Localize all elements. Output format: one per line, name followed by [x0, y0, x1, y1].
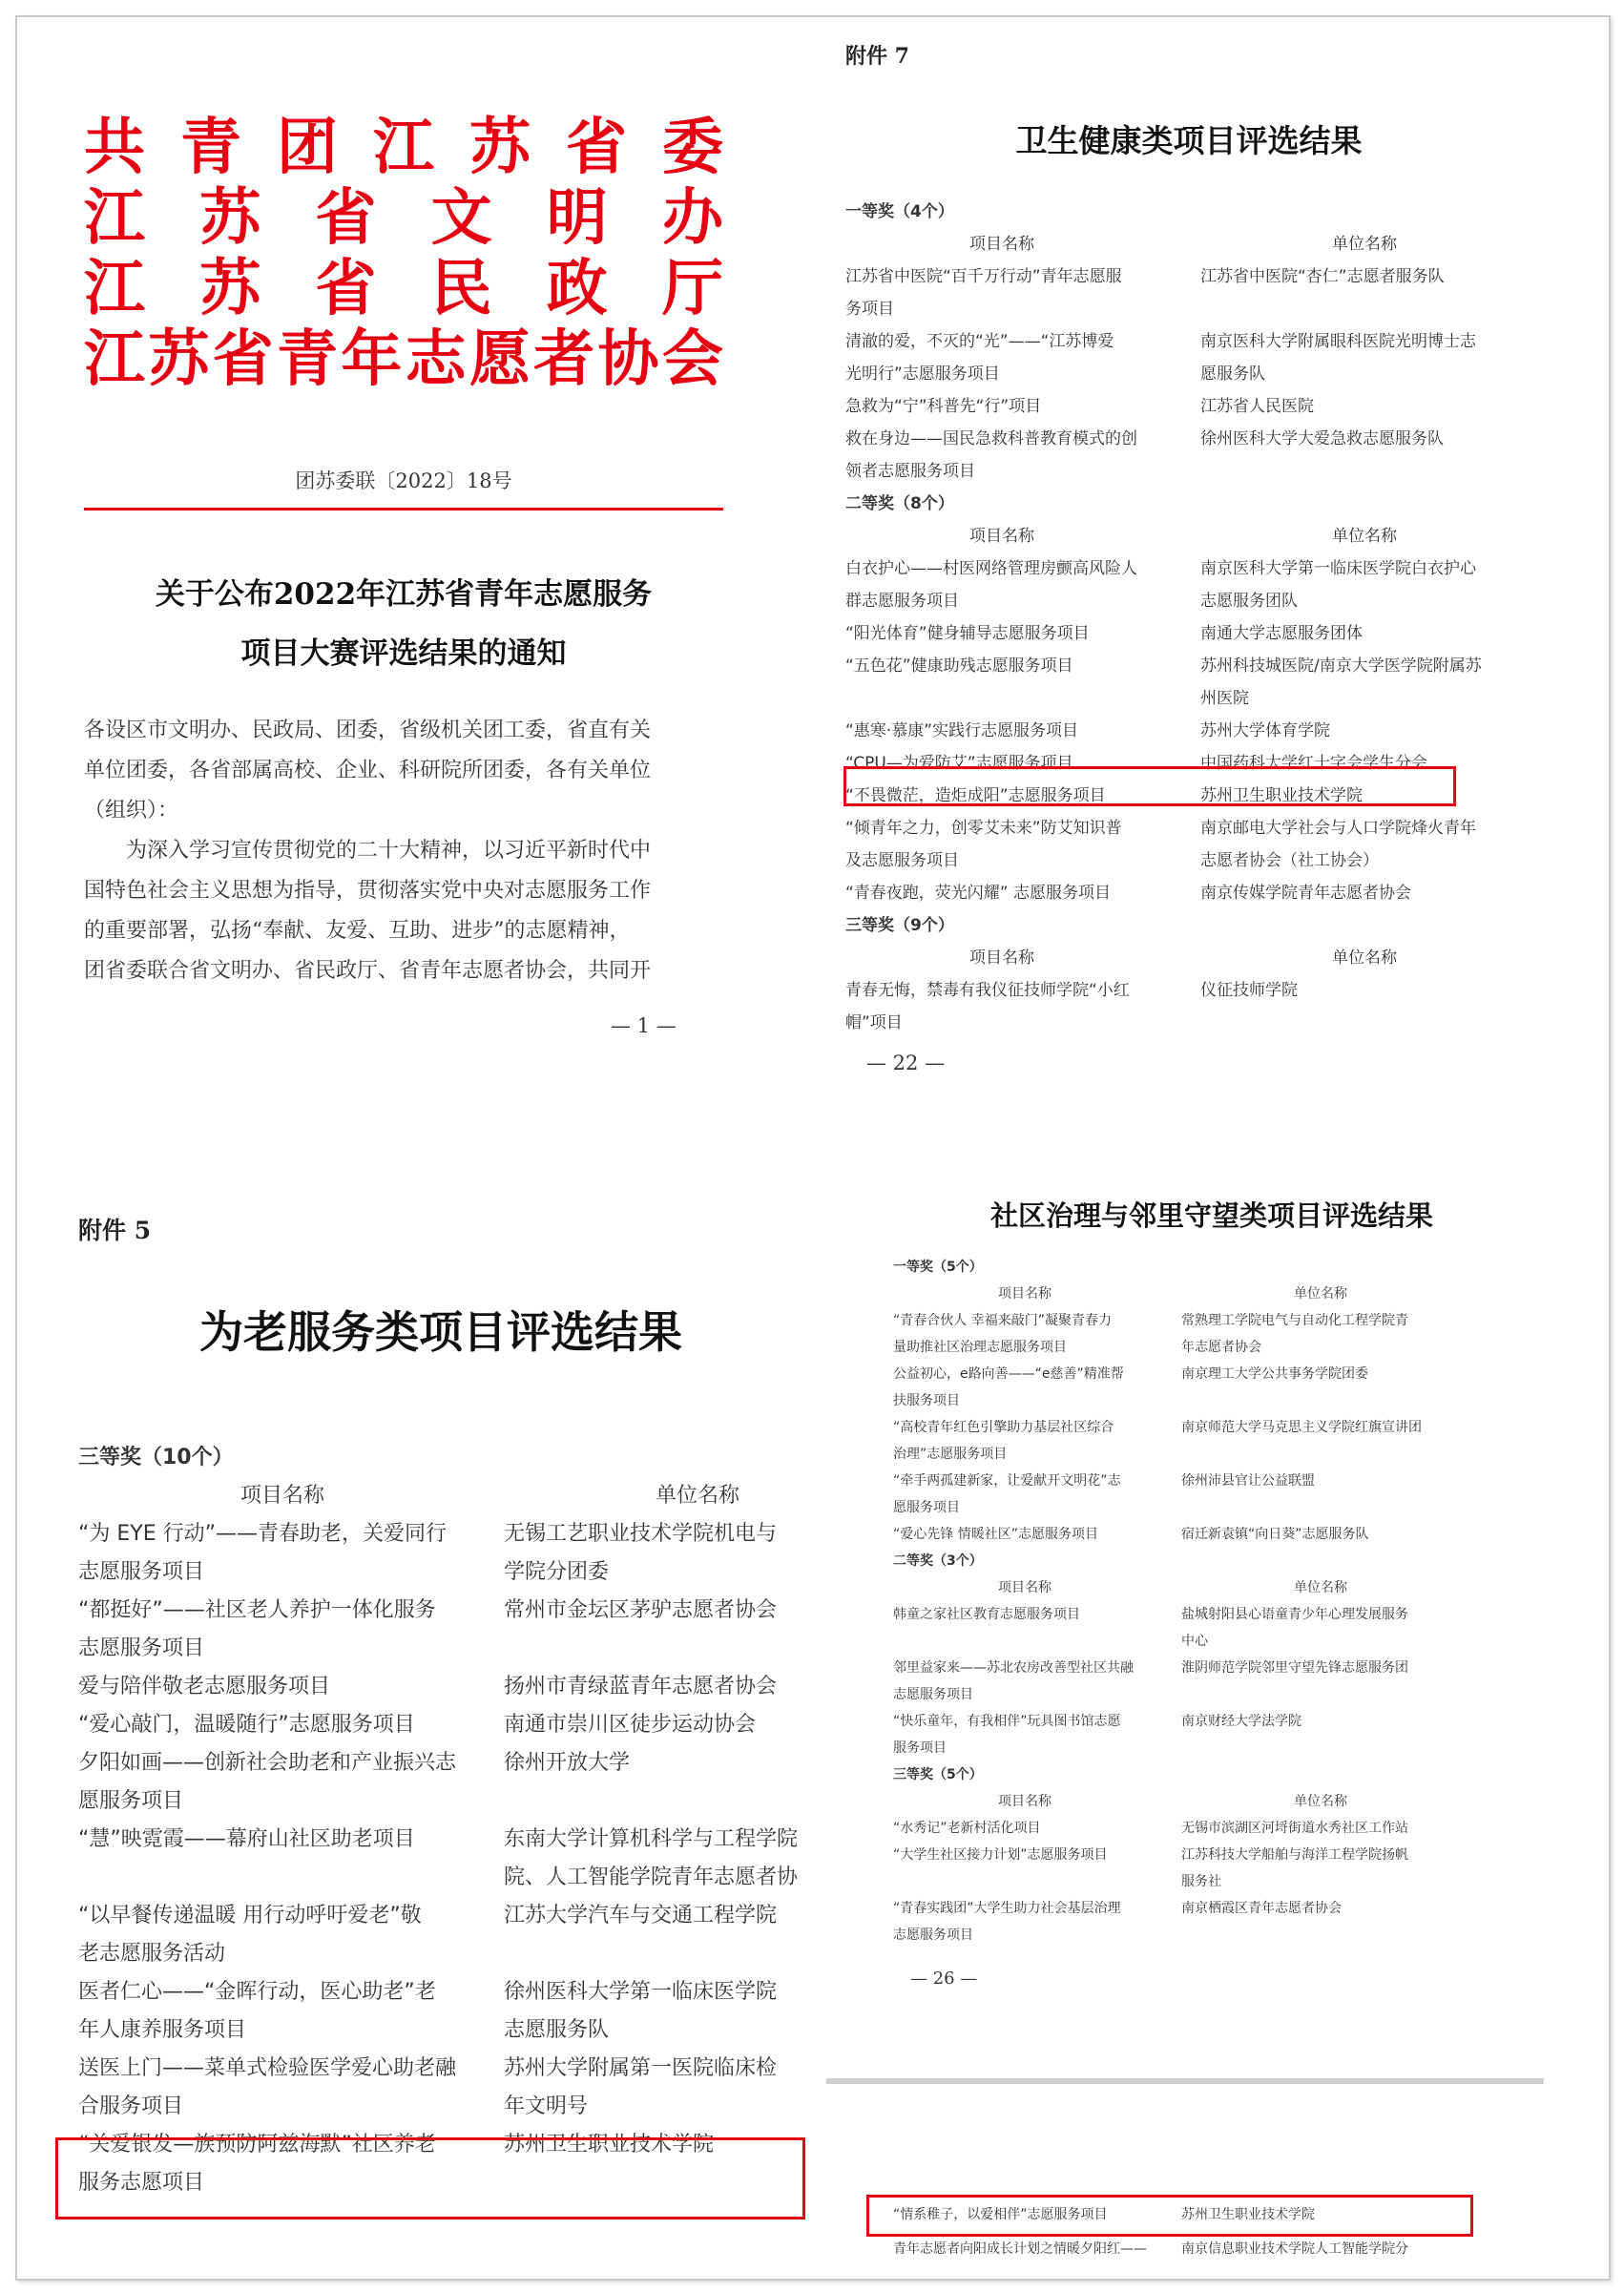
project-name-line: 志愿服务项目	[893, 1927, 973, 1943]
col-project-label: 项目名称	[240, 1484, 325, 1508]
project-name-line: 帽”项目	[845, 1013, 903, 1032]
unit-name	[1200, 974, 1298, 1007]
column-header	[845, 228, 1551, 260]
unit-name-line: 州医院	[1200, 689, 1249, 708]
project-name-line: 扶服务项目	[893, 1393, 960, 1408]
unit-name	[504, 1744, 630, 1782]
project-name-line: 愿服务项目	[78, 1789, 184, 1813]
project-name	[893, 1842, 1108, 1868]
project-name-line: “不畏微茫，造炬成阳”志愿服务项目	[845, 786, 1106, 805]
unit-name-line: 学院分团委	[504, 1560, 610, 1584]
unit-name-line: 无锡市滨湖区河埒街道水秀社区工作站	[1181, 1821, 1408, 1836]
unit-name-line: 志愿者协会（社工协会）	[1200, 851, 1379, 870]
table-row	[893, 1601, 1561, 1655]
unit-name	[1200, 877, 1411, 909]
table-row	[78, 1706, 803, 1744]
unit-name-line: 苏州科技城医院/南京大学医学院附属苏	[1200, 656, 1482, 676]
unit-name	[1181, 1414, 1422, 1441]
project-name-line: 志愿服务项目	[893, 1687, 973, 1702]
project-name-line: “爱心先锋 情暖社区”志愿服务项目	[893, 1527, 1098, 1542]
unit-name-line: 志愿服务团队	[1200, 592, 1298, 611]
project-name-line: “CPU—为爱防艾”志愿服务项目	[845, 754, 1073, 773]
project-name	[845, 552, 1137, 611]
project-name	[893, 1468, 1121, 1515]
unit-name-line: 苏州卫生职业技术学院	[504, 2133, 715, 2157]
unit-name	[1200, 390, 1314, 423]
project-name	[845, 260, 1122, 319]
col-project-label: 项目名称	[969, 527, 1034, 546]
prize-section-heading: 三等奖（5个）	[893, 1767, 983, 1782]
unit-name-line: 志愿服务队	[504, 2018, 610, 2042]
project-name-line: 志愿服务项目	[78, 1636, 205, 1660]
project-name	[893, 1601, 1080, 1628]
project-name-line: “为 EYE 行动”——青春助老，关爱同行	[78, 1522, 448, 1546]
col-project-label: 项目名称	[969, 948, 1034, 968]
unit-name	[1181, 1655, 1408, 1681]
unit-name-line: 江苏省人民医院	[1200, 397, 1314, 416]
fragment-unit: 苏州卫生职业技术学院	[1181, 2207, 1315, 2222]
col-project-label: 项目名称	[998, 1286, 1051, 1302]
unit-name-line: 南京医科大学第一临床医学院白衣护心	[1200, 559, 1476, 578]
body-line: （组织）：	[84, 799, 179, 823]
prize-section-heading: 二等奖（3个）	[893, 1553, 983, 1569]
unit-name-line: 南京医科大学附属眼科医院光明博士志	[1200, 332, 1476, 351]
unit-name-line: 无锡工艺职业技术学院机电与	[504, 1522, 778, 1546]
col-unit-label: 单位名称	[1294, 1794, 1347, 1809]
table-row	[893, 1708, 1561, 1761]
unit-name-line: 仪征技师学院	[1200, 981, 1298, 1000]
prize-section-heading: 三等奖（9个）	[845, 916, 954, 935]
project-name-line: 合服务项目	[78, 2094, 184, 2118]
col-unit-label: 单位名称	[1294, 1286, 1347, 1302]
unit-name-line: 江苏科技大学船舶与海洋工程学院扬帆	[1181, 1847, 1408, 1863]
project-name-line: 青春无悔，禁毒有我仪征技师学院“小红	[845, 981, 1130, 1000]
unit-name	[504, 1668, 777, 1706]
unit-name-line: 淮阴师范学院邻里守望先锋志愿服务团	[1181, 1660, 1408, 1676]
project-name-line: 群志愿服务项目	[845, 592, 959, 611]
project-name	[845, 617, 1090, 650]
unit-name	[504, 1592, 777, 1630]
table-row	[893, 1468, 1561, 1521]
unit-name	[1181, 1708, 1301, 1735]
unit-name-line: 宿迁新袁镇“向日葵”志愿服务队	[1181, 1527, 1369, 1542]
project-name-line: 送医上门——菜单式检验医学爱心助老融	[78, 2056, 457, 2080]
project-name-line: 光明行”志愿服务项目	[845, 365, 1000, 384]
col-unit-label: 单位名称	[1294, 1580, 1347, 1595]
project-name	[845, 974, 1130, 1032]
table-row	[845, 617, 1551, 650]
table-row	[893, 1815, 1561, 1842]
page-number-1: — 1 —	[611, 1014, 677, 1037]
project-name	[845, 325, 1114, 384]
unit-name-line: 南京栖霞区青年志愿者协会	[1181, 1901, 1342, 1916]
unit-name	[1200, 650, 1482, 708]
project-name-line: “青春夜跑，荧光闪耀” 志愿服务项目	[845, 884, 1112, 903]
project-name-line: “大学生社区接力计划”志愿服务项目	[893, 1847, 1108, 1863]
table-row	[78, 1821, 803, 1897]
unit-name	[1200, 325, 1476, 384]
prize-section-heading: 一等奖（4个）	[845, 202, 954, 221]
unit-name-line: 常熟理工学院电气与自动化工程学院青	[1181, 1313, 1408, 1328]
col-unit-label: 单位名称	[1332, 948, 1397, 968]
table-row	[845, 325, 1551, 390]
project-name	[78, 1973, 436, 2042]
fragment-project: 青年志愿者向阳成长计划之情暖夕阳红——	[893, 2241, 1147, 2257]
unit-name	[1181, 1895, 1342, 1922]
project-name	[893, 1895, 1121, 1943]
table-row	[78, 1515, 803, 1592]
project-name	[78, 2050, 457, 2118]
col-project-label: 项目名称	[998, 1580, 1051, 1595]
project-name-line: 医者仁心——“金晖行动，医心助老”老	[78, 1980, 436, 2004]
unit-name-line: 愿服务队	[1200, 365, 1265, 384]
unit-name	[504, 1706, 756, 1744]
column-header	[845, 520, 1551, 552]
project-name	[893, 1361, 1124, 1408]
unit-name-line: 中心	[1181, 1634, 1208, 1649]
body-line: 各设区市文明办、民政局、团委，省级机关团工委，省直有关	[84, 719, 652, 742]
prize-section-heading: 二等奖（8个）	[845, 494, 954, 513]
project-name-line: 夕阳如画——创新社会助老和产业振兴志	[78, 1751, 457, 1775]
unit-name	[1181, 1842, 1408, 1889]
unit-name	[1181, 1601, 1408, 1649]
prize-section-heading: 一等奖（5个）	[893, 1260, 983, 1275]
project-name-line: 务项目	[845, 300, 894, 319]
annex7-title: 卫生健康类项目评选结果	[1015, 122, 1363, 159]
project-name-line: “阳光体育”健身辅导志愿服务项目	[845, 624, 1090, 643]
body-line: 的重要部署，弘扬“奉献、友爱、互助、进步”的志愿精神，	[84, 919, 631, 943]
unit-name	[1200, 617, 1363, 650]
column-header	[893, 1574, 1561, 1601]
column-header	[893, 1788, 1561, 1815]
unit-name	[1200, 423, 1444, 455]
table-row	[893, 1521, 1561, 1548]
table-row	[893, 1842, 1561, 1895]
fragment-project: “情系稚子，以爱相伴”志愿服务项目	[893, 2207, 1108, 2222]
project-name	[893, 1414, 1114, 1462]
unit-name	[504, 1821, 799, 1889]
project-name-line: 及志愿服务项目	[845, 851, 959, 870]
table-row	[845, 974, 1551, 1039]
project-name-line: “慧”映霓霞——幕府山社区助老项目	[78, 1827, 415, 1851]
project-name	[845, 877, 1111, 909]
annex7-label: 附件 7	[845, 44, 909, 69]
body-line: 单位团委，各省部属高校、企业、科研院所团委，各有关单位	[84, 759, 652, 782]
project-name	[78, 1744, 457, 1813]
unit-name-line: 扬州市青绿蓝青年志愿者协会	[504, 1675, 778, 1698]
unit-name-line: 徐州医科大学大爱急救志愿服务队	[1200, 429, 1444, 448]
project-name-line: 江苏省中医院“百千万行动”青年志愿服	[845, 267, 1122, 286]
unit-name	[1200, 812, 1476, 870]
project-name-line: “都挺好”——社区老人养护一体化服务	[78, 1598, 436, 1622]
unit-name	[1181, 1307, 1408, 1355]
project-name	[78, 1897, 422, 1966]
table-row	[78, 1973, 803, 2050]
project-name-line: 愿服务项目	[893, 1500, 960, 1515]
col-unit-label: 单位名称	[656, 1484, 740, 1508]
column-header	[845, 942, 1551, 974]
col-project-label: 项目名称	[998, 1794, 1051, 1809]
project-name-line: 量助推社区治理志愿服务项目	[893, 1340, 1067, 1355]
table-row	[893, 1361, 1561, 1414]
org-name: 江 苏 省 文 明 办	[84, 182, 723, 254]
highlight-box-annex7	[843, 766, 1456, 806]
annex5-title: 为老服务类项目评选结果	[199, 1306, 682, 1358]
fragment-row-2	[893, 2239, 1408, 2258]
project-name	[78, 1821, 415, 1859]
col-project-label: 项目名称	[969, 235, 1034, 254]
project-name-line: “倾青年之力，创零艾未来”防艾知识普	[845, 819, 1122, 838]
unit-name	[1181, 1521, 1369, 1548]
project-name-line: 服务项目	[893, 1740, 947, 1756]
unit-name-line: 苏州大学体育学院	[1200, 721, 1330, 740]
table-row	[78, 2050, 803, 2126]
org-name: 共 青 团 江 苏 省 委	[84, 112, 723, 183]
project-name-line: “五色花”健康助残志愿服务项目	[845, 656, 1073, 676]
unit-name-line: 苏州大学附属第一医院临床检	[504, 2056, 778, 2080]
unit-name-line: 盐城射阳县心语童青少年心理发展服务	[1181, 1607, 1408, 1622]
project-name	[78, 1515, 448, 1584]
unit-name-line: 南京师范大学马克思主义学院红旗宣讲团	[1181, 1420, 1422, 1435]
project-name-line: “以早餐传递温暖 用行动呼吁爱老”敬	[78, 1904, 422, 1927]
unit-name-line: 江苏省中医院“杏仁”志愿者服务队	[1200, 267, 1445, 286]
unit-name-line: 南通大学志愿服务团体	[1200, 624, 1363, 643]
highlight-box-annex5	[55, 2137, 805, 2219]
unit-name-line: 南京财经大学法学院	[1181, 1714, 1301, 1729]
project-name-line: 清澈的爱，不灭的“光”——“江苏博爱	[845, 332, 1114, 351]
unit-name	[504, 1515, 778, 1584]
project-name	[845, 423, 1137, 481]
project-name-line: 志愿服务项目	[78, 1560, 205, 1584]
project-name	[78, 1706, 415, 1744]
highlight-box-community	[866, 2195, 1473, 2237]
unit-name-line: 东南大学计算机科学与工程学院	[504, 1827, 799, 1851]
column-header	[893, 1281, 1561, 1307]
notice-title-line1: 关于公布2022年江苏省青年志愿服务	[155, 577, 653, 612]
col-unit-label: 单位名称	[1332, 235, 1397, 254]
project-name-line: “青春实践团”大学生助力社会基层治理	[893, 1901, 1121, 1916]
project-name	[78, 1668, 330, 1706]
unit-name	[1181, 1815, 1408, 1842]
unit-name	[504, 2050, 778, 2118]
project-name	[893, 1815, 1041, 1842]
project-name-line: 邻里益家来——苏北农房改善型社区共融	[893, 1660, 1134, 1676]
body-line: 为深入学习宣传贯彻党的二十大精神，以习近平新时代中	[126, 839, 652, 863]
unit-name-line: 中国药科大学红十字会学生分会	[1200, 754, 1427, 773]
project-name	[845, 650, 1073, 682]
project-name	[893, 1521, 1098, 1548]
unit-name	[504, 1973, 778, 2042]
org-name: 江 苏 省 民 政 厅	[84, 253, 723, 324]
unit-name-line: 常州市金坛区茅驴志愿者协会	[504, 1598, 778, 1622]
project-name-line: 治理”志愿服务项目	[893, 1447, 1008, 1462]
project-name	[893, 1307, 1112, 1355]
project-name-line: “惠寒·慕康”实践行志愿服务项目	[845, 721, 1079, 740]
project-name-line: “关爱银发—族预防阿兹海默”社区养老	[78, 2133, 436, 2157]
table-row	[78, 1592, 803, 1668]
annex7-list	[845, 196, 1551, 1039]
table-row	[845, 423, 1551, 488]
project-name-line: 爱与陪伴敬老志愿服务项目	[78, 1675, 331, 1698]
prize-section-heading: 三等奖（10个）	[78, 1446, 234, 1469]
community-title: 社区治理与邻里守望类项目评选结果	[989, 1199, 1433, 1232]
table-row	[845, 812, 1551, 877]
project-name-line: “青春合伙人 幸福来敲门”凝聚青春力	[893, 1313, 1112, 1328]
unit-name-line: 苏州卫生职业技术学院	[1200, 786, 1363, 805]
project-name-line: 老志愿服务活动	[78, 1942, 226, 1966]
table-row	[845, 260, 1551, 325]
unit-name	[504, 1897, 777, 1935]
table-row	[893, 1307, 1561, 1361]
project-name	[845, 715, 1078, 747]
table-row	[78, 1668, 803, 1706]
project-name-line: “爱心敲门，温暖随行”志愿服务项目	[78, 1713, 415, 1737]
page-number-22: — 22 —	[866, 1052, 946, 1074]
project-name	[893, 1655, 1134, 1702]
body-line: 团省委联合省文明办、省民政厅、省青年志愿者协会，共同开	[84, 959, 652, 983]
unit-name-line: 年志愿者协会	[1181, 1340, 1261, 1355]
unit-name-line: 江苏大学汽车与交通工程学院	[504, 1904, 778, 1927]
unit-name-line: 南京理工大学公共事务学院团委	[1181, 1366, 1368, 1382]
unit-name	[1200, 552, 1476, 611]
unit-name-line: 徐州沛县官让公益联盟	[1181, 1473, 1315, 1489]
body-line: 国特色社会主义思想为指导，贯彻落实党中央对志愿服务工作	[84, 879, 652, 903]
table-row	[845, 390, 1551, 423]
table-row	[845, 650, 1551, 715]
table-row	[893, 1414, 1561, 1468]
project-name-line: 白衣护心——村医网络管理房颤高风险人	[845, 559, 1137, 578]
project-name-line: 韩童之家社区教育志愿服务项目	[893, 1607, 1080, 1622]
fragment-unit: 南京信息职业技术学院人工智能学院分	[1181, 2241, 1408, 2257]
project-name	[893, 1708, 1121, 1756]
col-unit-label: 单位名称	[1332, 527, 1397, 546]
project-name-line: 公益初心，e路向善——“e慈善”精准帮	[893, 1366, 1124, 1382]
unit-name-line: 年文明号	[504, 2094, 589, 2118]
unit-name-line: 南通市崇川区徒步运动协会	[504, 1713, 757, 1737]
unit-name-line: 服务社	[1181, 1874, 1221, 1889]
project-name-line: 急救为“宁”科普先“行”项目	[845, 397, 1042, 416]
unit-name	[1200, 260, 1445, 293]
project-name-line: 领者志愿服务项目	[845, 462, 975, 481]
project-name-line: “水秀记”老新村活化项目	[893, 1821, 1041, 1836]
project-name-line: “牵手两孤建新家，让爱献开文明花”志	[893, 1473, 1121, 1489]
notice-title-line2: 项目大赛评选结果的通知	[240, 636, 567, 671]
gray-separator	[826, 2078, 1544, 2084]
org-name: 江 苏 省 青 年 志 愿 者 协 会	[84, 323, 723, 395]
annex5-list	[78, 1439, 803, 2195]
project-name-line: “快乐童年，有我相伴”玩具图书馆志愿	[893, 1714, 1121, 1729]
annex5-label: 附件 5	[78, 1217, 152, 1244]
project-name-line: 救在身边——国民急救科普教育模式的创	[845, 429, 1137, 448]
unit-name-line: 徐州医科大学第一临床医学院	[504, 1980, 778, 2004]
unit-name-line: 南京传媒学院青年志愿者协会	[1200, 884, 1411, 903]
page-number-26: — 26 —	[910, 1969, 978, 1989]
unit-name	[1181, 1468, 1315, 1494]
doc-number: 团苏委联〔2022〕18号	[295, 469, 512, 492]
table-row	[893, 1655, 1561, 1708]
unit-name	[1200, 715, 1330, 747]
project-name	[845, 812, 1122, 870]
project-name	[78, 1592, 436, 1660]
table-row	[78, 1744, 803, 1821]
project-name	[845, 390, 1041, 423]
project-name-line: 服务志愿项目	[78, 2171, 205, 2195]
column-header	[78, 1477, 803, 1515]
community-list	[893, 1254, 1561, 1948]
table-row	[893, 1895, 1561, 1948]
table-row	[845, 552, 1551, 617]
project-name-line: 年人康养服务项目	[78, 2018, 247, 2042]
unit-name-line: 徐州开放大学	[504, 1751, 631, 1775]
table-row	[845, 877, 1551, 909]
project-name-line: “高校青年红色引擎助力基层社区综合	[893, 1420, 1114, 1435]
table-row	[78, 1897, 803, 1973]
unit-name-line: 南京邮电大学社会与人口学院烽火青年	[1200, 819, 1476, 838]
unit-name-line: 院、人工智能学院青年志愿者协	[504, 1865, 799, 1889]
unit-name	[1181, 1361, 1368, 1387]
table-row	[845, 715, 1551, 747]
